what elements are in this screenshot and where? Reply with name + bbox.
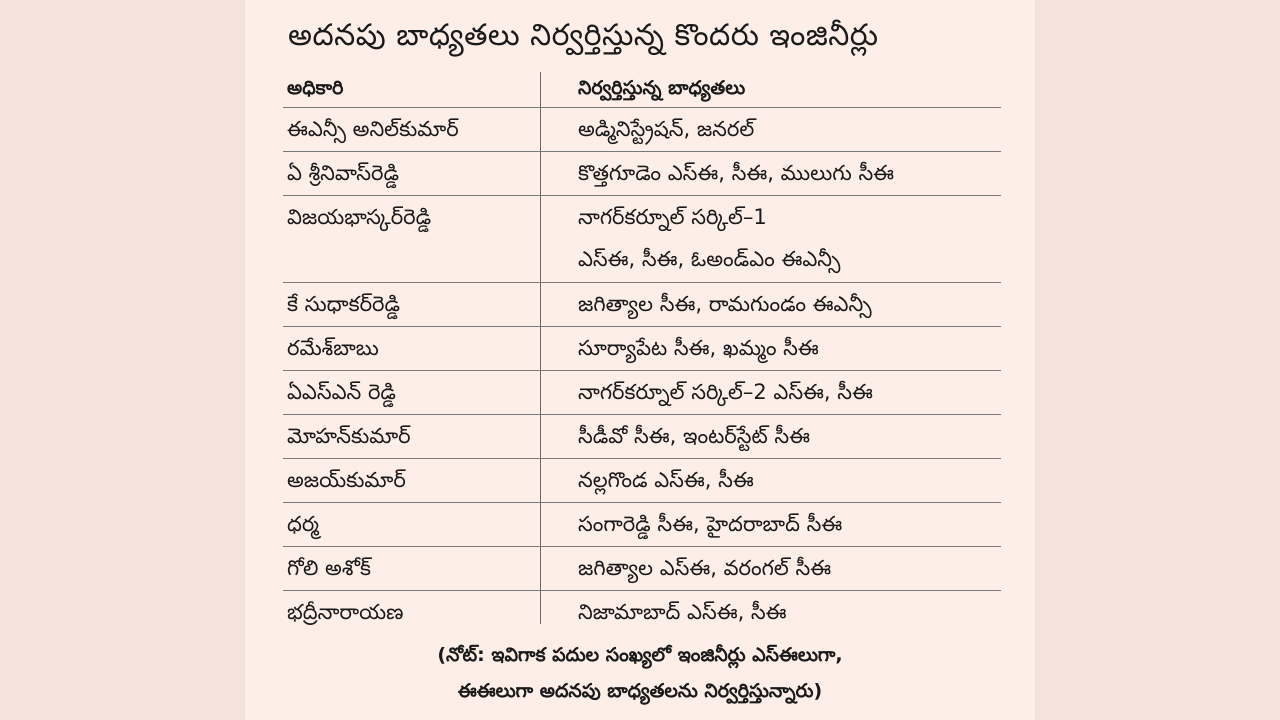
duties-cell: అడ్మినిస్ట్రేషన్, జనరల్ [578, 117, 755, 141]
table-row [283, 327, 1001, 371]
duties-cell: నల్లగొండ ఎస్‌ఈ, సీఈ [578, 468, 754, 492]
engineers-table [283, 72, 1001, 634]
table-row [283, 152, 1001, 196]
duties-cell: కొత్తగూడెం ఎస్‌ఈ, సీఈ, ములుగు సీఈ [578, 161, 895, 185]
officer-cell: ఏ శ్రీనివాస్‌రెడ్డి [287, 161, 399, 185]
page-title: అదనపు బాధ్యతలు నిర్వర్తిస్తున్న కొందరు ఇంజినీర్లు [288, 18, 879, 53]
officer-cell: రమేశ్‌బాబు [287, 336, 379, 360]
duties-cell: జగిత్యాల ఎస్‌ఈ, వరంగల్ సీఈ [578, 556, 832, 580]
duties-cell [540, 196, 1001, 282]
table-row [283, 503, 1001, 547]
table-row [283, 415, 1001, 459]
officer-cell: అజయ్‌కుమార్ [287, 468, 406, 492]
table-row [283, 547, 1001, 591]
header-duties: నిర్వర్తిస్తున్న బాధ్యతలు [578, 77, 746, 99]
duties-cell: జగిత్యాల సీఈ, రామగుండం ఈఎన్సీ [578, 292, 872, 316]
duties-line: నాగర్‌కర్నూల్ సర్కిల్‌–1 [578, 205, 767, 229]
duties-cell: సంగారెడ్డి సీఈ, హైదరాబాద్ సీఈ [578, 512, 843, 536]
duties-cell: సూర్యాపేట సీఈ, ఖమ్మం సీఈ [578, 336, 819, 360]
officer-cell: ఏఎస్‌ఎన్ రెడ్డి [287, 380, 396, 404]
table-row [283, 108, 1001, 152]
footnote-line-2: ఈఈలుగా అదనపు బాధ్యతలను నిర్వర్తిస్తున్నారు) [457, 680, 823, 702]
footnote-line-1: (నోట్‌: ఇవిగాక పదుల సంఖ్యలో ఇంజినీర్లు ఎస్‌ఈలుగా, [437, 644, 843, 666]
duties-line: ఎస్‌ఈ, సీఈ, ఓఅండ్‌ఎం ఈఎన్సీ [578, 247, 841, 271]
table-row [283, 196, 1001, 283]
table-row [283, 371, 1001, 415]
duties-cell: నాగర్‌కర్నూల్ సర్కిల్‌–2 ఎస్‌ఈ, సీఈ [578, 380, 873, 404]
officer-cell: గోలి అశోక్ [287, 556, 371, 580]
table-header-row [283, 72, 1001, 108]
officer-cell: భద్రీనారాయణ [287, 600, 404, 624]
officer-cell: విజయభాస్కర్‌రెడ్డి [287, 205, 432, 229]
duties-cell: సీడీవో సీఈ, ఇంటర్‌స్టేట్ సీఈ [578, 424, 810, 448]
table-row [283, 283, 1001, 327]
officer-cell: మోహన్‌కుమార్ [287, 424, 411, 448]
officer-cell: ధర్మ [287, 512, 319, 536]
table-row [283, 459, 1001, 503]
header-officer: అధికారి [287, 77, 344, 99]
table-row [283, 591, 1001, 634]
duties-cell: నిజామాబాద్ ఎస్‌ఈ, సీఈ [578, 600, 787, 624]
officer-cell: కే సుధాకర్‌రెడ్డి [287, 292, 401, 316]
officer-cell: ఈఎన్సీ అనిల్‌కుమార్ [287, 117, 459, 141]
